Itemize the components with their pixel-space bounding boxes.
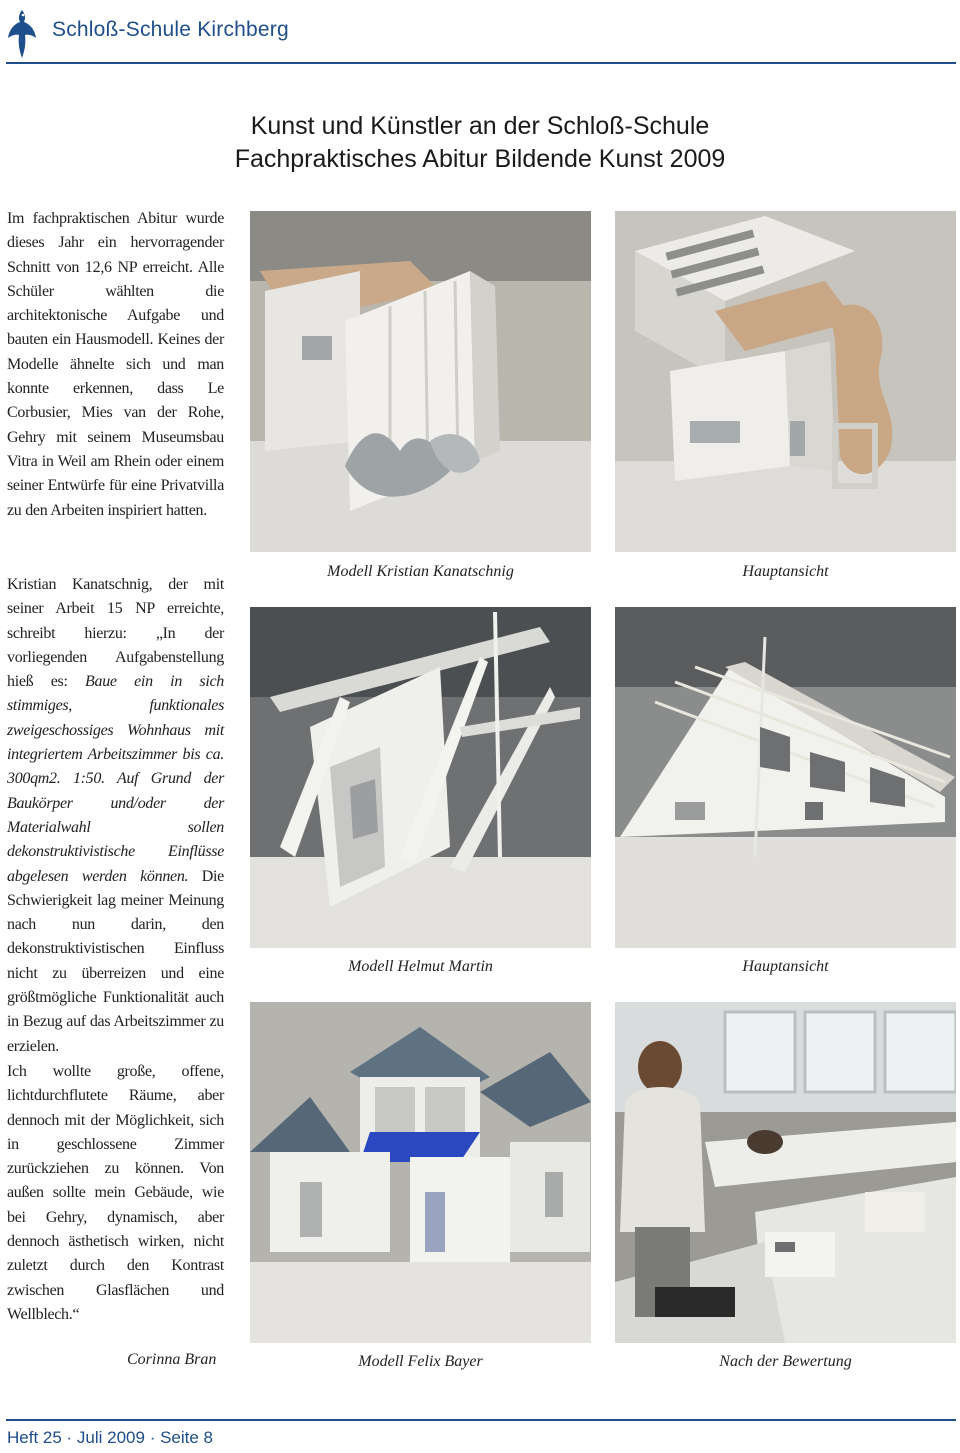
photo-model-bayer xyxy=(250,1002,591,1343)
header-rule xyxy=(6,62,956,64)
photo-main-view-1 xyxy=(615,211,956,552)
photo-model-kanatschnig xyxy=(250,211,591,552)
eagle-icon xyxy=(6,8,38,60)
footer-issue-info: Heft 25 · Juli 2009 · Seite 8 xyxy=(7,1428,214,1447)
article-paragraph-3 xyxy=(7,1060,224,1327)
photo-caption: Modell Kristian Kanatschnig xyxy=(327,563,514,580)
paragraph-text xyxy=(7,573,224,1059)
paragraph-rest: Die Schwierigkeit lag meiner Meinung nach nun darin, den dekonstruktivistischen Einfluss nicht zu überreizen und eine größtmögliche Funktionalität auch in Bezug auf das Arbeitszimmer zu erzielen. xyxy=(7,867,224,1055)
headline-line-2: Fachpraktisches Abitur Bildende Kunst 2009 xyxy=(234,145,726,173)
photo-main-view-2 xyxy=(615,607,956,948)
photo-caption: Nach der Bewertung xyxy=(719,1353,852,1370)
headline-line-1: Kunst und Künstler an der Schloß-Schule xyxy=(250,112,710,140)
paragraph-text: Ich wollte große, offene, lichtdurchflutete Räume, aber dennoch mit der Möglichkeit, sich in geschlossene Zimmer zurückziehen zu können. Von außen sollte mein Gebäude, wie bei Gehry, dynamisch, aber dennoch ästhetisch wirken, nicht zuletzt durch den Kontrast zwischen Glasflächen und Wellblech.“ xyxy=(7,1063,224,1323)
paragraph-intro: Kristian Kanatschnig, der mit seiner Arbeit 15 NP erreichte, schreibt hierzu: „In der vorliegenden Aufgabenstellung hieß es: xyxy=(7,576,224,691)
assignment-quote: Baue ein in sich stimmiges, funktionales zweigeschossiges Wohnhaus mit integriertem Arbeitszimmer bis ca. 300qm2. 1:50. Auf Grund der Baukörper und/oder der Materialwahl sollen dekonstruktivistische Einflüsse abgelesen werden können. xyxy=(7,673,225,885)
footer-rule xyxy=(6,1419,956,1421)
article-paragraph-2 xyxy=(7,573,224,1059)
article-paragraph-1 xyxy=(7,207,224,523)
author-name: Corinna Bran xyxy=(127,1351,217,1368)
photo-after-grading xyxy=(615,1002,956,1343)
site-title: Schloß-Schule Kirchberg xyxy=(52,18,289,41)
photo-model-martin xyxy=(250,607,591,948)
photo-caption: Hauptansicht xyxy=(742,563,829,580)
photo-caption: Modell Helmut Martin xyxy=(348,958,493,975)
photo-caption: Modell Felix Bayer xyxy=(358,1353,483,1370)
headline xyxy=(190,110,770,176)
photo-caption: Hauptansicht xyxy=(742,958,829,975)
paragraph-text: Im fachpraktischen Abitur wurde dieses Jahr ein hervorragender Schnitt von 12,6 NP erreicht. Alle Schüler wählten die architektonische Aufgabe und bauten ein Hausmodell. Keines der Modelle ähnelte sich und man konnte erkennen, dass Le Corbusier, Mies van der Rohe, Gehry mit seinem Museumsbau Vitra in Weil am Rhein oder einem seiner Entwürfe für eine Privatvilla zu den Arbeiten inspiriert hatten. xyxy=(7,210,224,519)
